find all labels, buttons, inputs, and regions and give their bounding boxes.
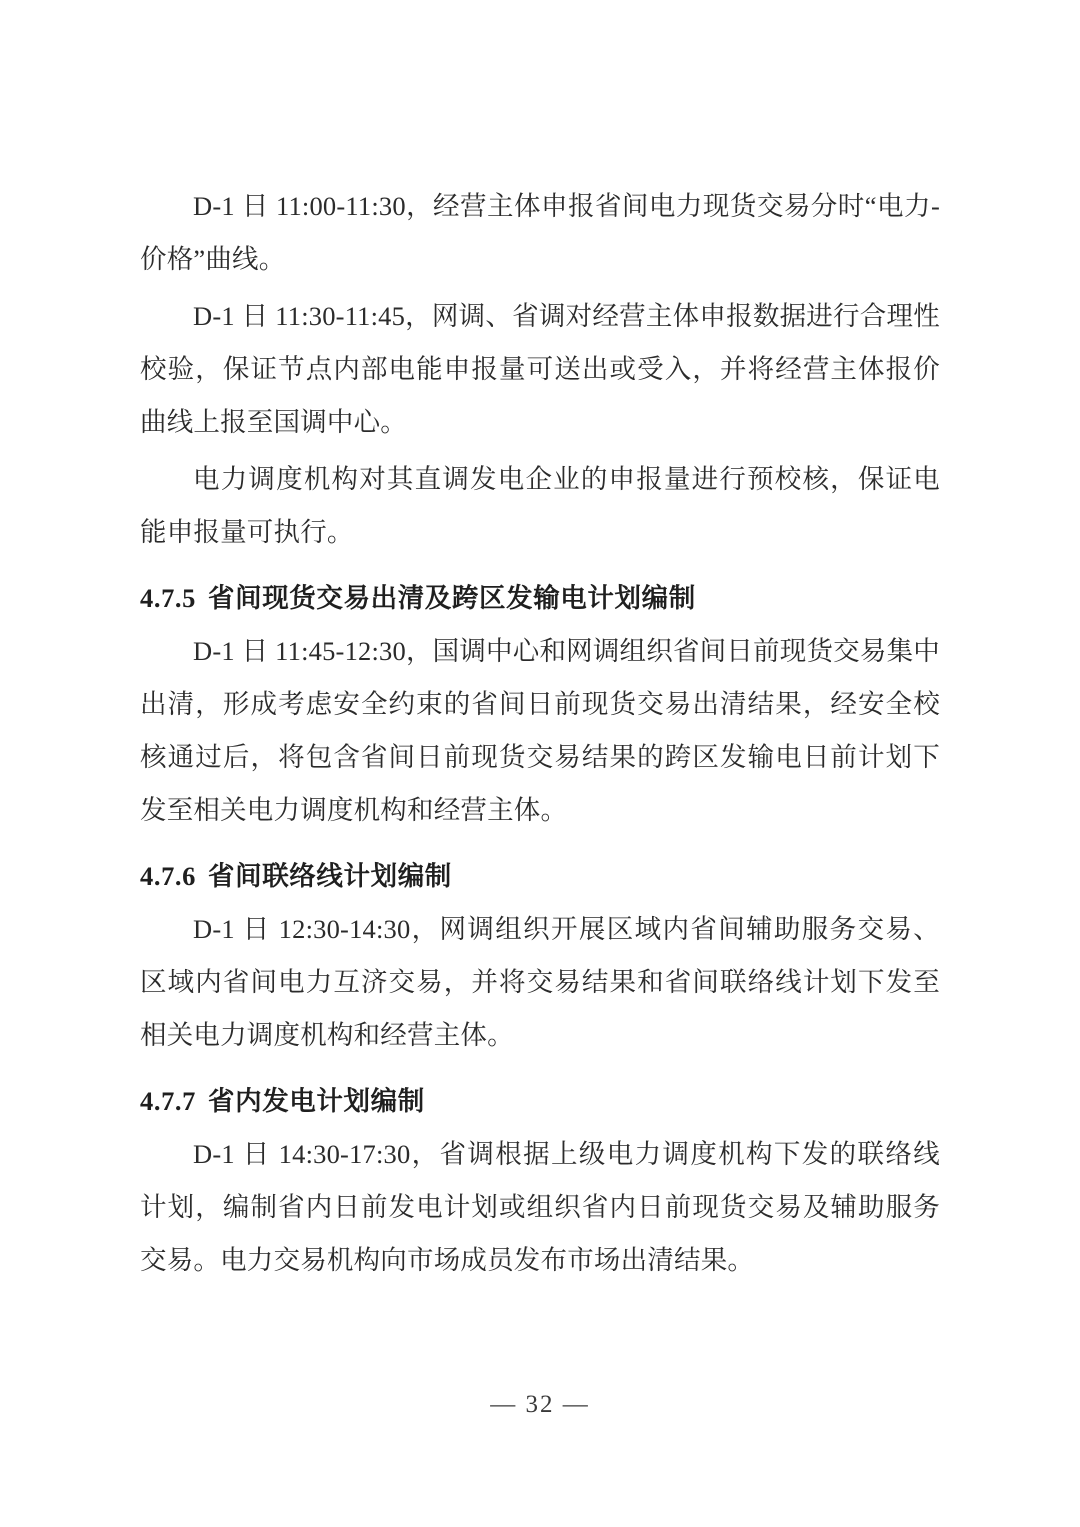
section-number: 4.7.6 [140,861,196,891]
paragraph: D-1 日 11:45-12:30，国调中心和网调组织省间日前现货交易集中出清，形成考虑安全约束的省间日前现货交易出清结果，经安全校核通过后，将包含省间日前现货交易结果的跨区发输电日前计划下发至相关电力调度机构和经营主体。 [140,636,940,825]
section-title: 省间现货交易出清及跨区发输电计划编制 [208,583,696,613]
section-number: 4.7.7 [140,1086,196,1116]
section-title: 省间联络线计划编制 [208,861,452,891]
section-heading-4-7-7 [140,1076,940,1126]
paragraph: D-1 日 11:00-11:30，经营主体申报省间电力现货交易分时“电力-价格”曲线。 [140,191,940,274]
paragraph: 电力调度机构对其直调发电企业的申报量进行预校核，保证电能申报量可执行。 [140,464,940,547]
page-content [140,180,940,1291]
paragraph: D-1 日 11:30-11:45，网调、省调对经营主体申报数据进行合理性校验，保证节点内部电能申报量可送出或受入，并将经营主体报价曲线上报至国调中心。 [140,301,940,437]
page-number: — 32 — [490,1391,590,1418]
paragraph: D-1 日 14:30-17:30，省调根据上级电力调度机构下发的联络线计划，编制省内日前发电计划或组织省内日前现货交易及辅助服务交易。电力交易机构向市场成员发布市场出清结果。 [140,1139,940,1275]
section-heading-4-7-6 [140,851,940,901]
section-heading-4-7-5 [140,573,940,623]
section-title: 省内发电计划编制 [208,1086,425,1116]
section-number: 4.7.5 [140,583,196,613]
paragraph: D-1 日 12:30-14:30，网调组织开展区域内省间辅助服务交易、区域内省间电力互济交易，并将交易结果和省间联络线计划下发至相关电力调度机构和经营主体。 [140,914,940,1050]
